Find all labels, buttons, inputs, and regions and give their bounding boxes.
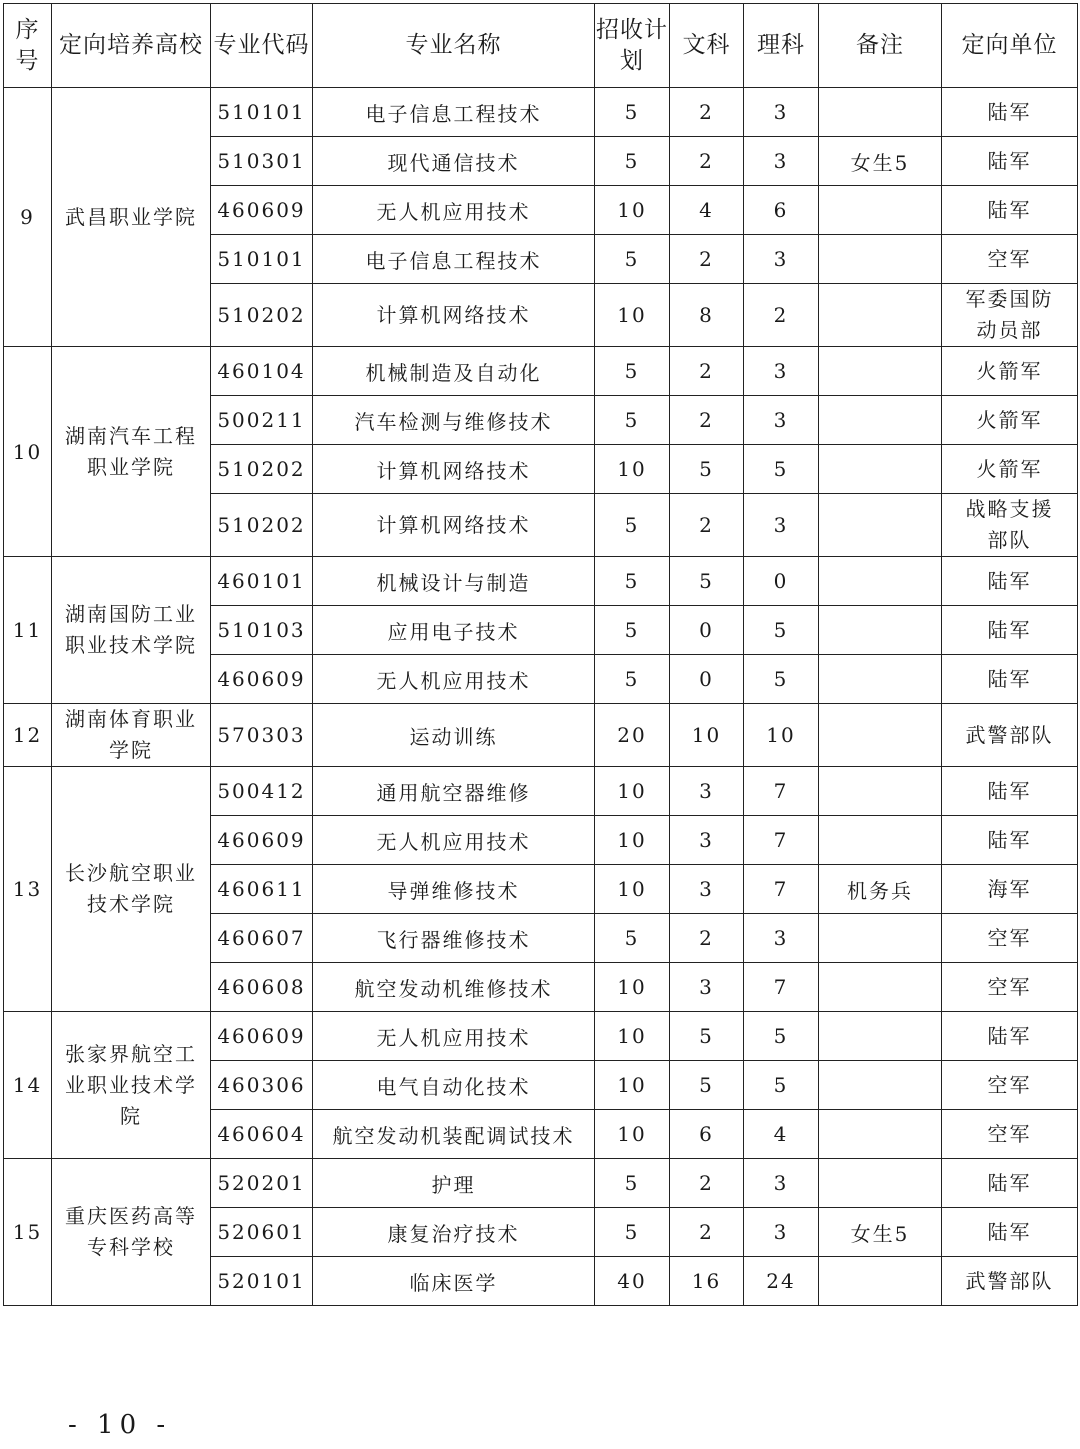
cell-note [819,494,942,557]
cell-code: 460609 [211,186,313,235]
header-note: 备注 [819,4,942,88]
cell-code: 460608 [211,963,313,1012]
row-seq: 9 [4,88,52,347]
cell-unit: 陆军 [942,1159,1078,1208]
cell-plan: 5 [595,396,670,445]
cell-plan: 10 [595,816,670,865]
cell-code: 570303 [211,704,313,767]
row-seq: 10 [4,347,52,557]
cell-plan: 5 [595,347,670,396]
table-row [4,1012,1078,1061]
cell-sci: 5 [744,655,819,704]
page-number: - 10 - [68,1410,172,1440]
cell-note [819,396,942,445]
cell-plan: 5 [595,655,670,704]
cell-plan: 5 [595,88,670,137]
header-arts: 文科 [670,4,744,88]
cell-plan: 5 [595,494,670,557]
cell-sci: 2 [744,284,819,347]
header-code: 专业代码 [211,4,313,88]
row-school: 湖南汽车工程职业学院 [52,347,211,557]
cell-arts: 2 [670,235,744,284]
cell-sci: 3 [744,88,819,137]
cell-note [819,235,942,284]
header-seq: 序号 [4,4,52,88]
cell-sci: 3 [744,347,819,396]
cell-plan: 20 [595,704,670,767]
enrollment-table [3,3,1078,1306]
cell-major: 机械制造及自动化 [313,347,595,396]
cell-note: 女生5 [819,1208,942,1257]
cell-code: 460604 [211,1110,313,1159]
cell-code: 520201 [211,1159,313,1208]
cell-note [819,767,942,816]
cell-code: 460609 [211,655,313,704]
table-row [4,767,1078,816]
row-seq: 14 [4,1012,52,1159]
cell-unit: 武警部队 [942,704,1078,767]
row-school: 湖南体育职业学院 [52,704,211,767]
cell-sci: 7 [744,767,819,816]
cell-plan: 5 [595,606,670,655]
header-unit: 定向单位 [942,4,1078,88]
cell-note [819,1159,942,1208]
cell-plan: 5 [595,557,670,606]
cell-unit: 海军 [942,865,1078,914]
cell-plan: 10 [595,186,670,235]
cell-major: 飞行器维修技术 [313,914,595,963]
cell-plan: 10 [595,1012,670,1061]
cell-unit: 陆军 [942,767,1078,816]
cell-major: 无人机应用技术 [313,816,595,865]
cell-note [819,1110,942,1159]
cell-note [819,88,942,137]
cell-arts: 5 [670,445,744,494]
cell-major: 护理 [313,1159,595,1208]
cell-note [819,347,942,396]
cell-arts: 2 [670,137,744,186]
cell-arts: 3 [670,816,744,865]
cell-major: 汽车检测与维修技术 [313,396,595,445]
cell-code: 510103 [211,606,313,655]
cell-code: 510202 [211,494,313,557]
cell-sci: 3 [744,137,819,186]
cell-major: 临床医学 [313,1257,595,1306]
cell-plan: 5 [595,1208,670,1257]
cell-major: 应用电子技术 [313,606,595,655]
cell-plan: 10 [595,963,670,1012]
cell-note: 女生5 [819,137,942,186]
cell-unit: 陆军 [942,655,1078,704]
cell-unit: 陆军 [942,557,1078,606]
cell-sci: 3 [744,235,819,284]
cell-note: 机务兵 [819,865,942,914]
header-science: 理科 [744,4,819,88]
cell-unit: 火箭军 [942,396,1078,445]
cell-note [819,963,942,1012]
cell-plan: 10 [595,445,670,494]
cell-sci: 5 [744,1061,819,1110]
header-plan: 招收计划 [595,4,670,88]
cell-unit: 火箭军 [942,347,1078,396]
cell-note [819,704,942,767]
cell-major: 计算机网络技术 [313,494,595,557]
cell-unit: 陆军 [942,88,1078,137]
cell-plan: 40 [595,1257,670,1306]
cell-sci: 24 [744,1257,819,1306]
cell-major: 导弹维修技术 [313,865,595,914]
cell-note [819,284,942,347]
cell-major: 无人机应用技术 [313,655,595,704]
cell-note [819,186,942,235]
cell-arts: 2 [670,347,744,396]
cell-unit: 火箭军 [942,445,1078,494]
cell-note [819,445,942,494]
row-seq: 15 [4,1159,52,1306]
cell-note [819,655,942,704]
header-major: 专业名称 [313,4,595,88]
cell-sci: 5 [744,606,819,655]
cell-unit: 空军 [942,914,1078,963]
cell-note [819,1257,942,1306]
cell-arts: 0 [670,606,744,655]
cell-plan: 5 [595,137,670,186]
cell-code: 460611 [211,865,313,914]
cell-sci: 10 [744,704,819,767]
cell-unit: 陆军 [942,816,1078,865]
cell-sci: 0 [744,557,819,606]
cell-major: 电气自动化技术 [313,1061,595,1110]
cell-sci: 3 [744,1208,819,1257]
cell-major: 航空发动机维修技术 [313,963,595,1012]
cell-arts: 4 [670,186,744,235]
cell-major: 现代通信技术 [313,137,595,186]
cell-sci: 4 [744,1110,819,1159]
cell-arts: 8 [670,284,744,347]
row-school: 长沙航空职业技术学院 [52,767,211,1012]
cell-plan: 10 [595,865,670,914]
cell-code: 510301 [211,137,313,186]
cell-arts: 3 [670,865,744,914]
cell-unit: 陆军 [942,606,1078,655]
cell-unit: 空军 [942,963,1078,1012]
cell-arts: 2 [670,88,744,137]
cell-unit: 陆军 [942,137,1078,186]
cell-arts: 6 [670,1110,744,1159]
cell-unit: 空军 [942,1110,1078,1159]
cell-code: 510101 [211,235,313,284]
cell-code: 500412 [211,767,313,816]
cell-unit: 陆军 [942,186,1078,235]
cell-code: 460609 [211,816,313,865]
table-body [4,88,1078,1306]
table-row [4,88,1078,137]
table-row [4,347,1078,396]
row-seq: 11 [4,557,52,704]
header-school: 定向培养高校 [52,4,211,88]
cell-unit: 陆军 [942,1208,1078,1257]
cell-sci: 6 [744,186,819,235]
cell-note [819,914,942,963]
cell-arts: 5 [670,1012,744,1061]
cell-note [819,1061,942,1110]
cell-major: 电子信息工程技术 [313,235,595,284]
row-school: 重庆医药高等专科学校 [52,1159,211,1306]
header-row [4,4,1078,88]
cell-arts: 5 [670,1061,744,1110]
cell-code: 510101 [211,88,313,137]
cell-major: 运动训练 [313,704,595,767]
cell-note [819,557,942,606]
cell-code: 460607 [211,914,313,963]
cell-unit: 战略支援 部队 [942,494,1078,557]
cell-arts: 5 [670,557,744,606]
cell-sci: 3 [744,494,819,557]
cell-arts: 2 [670,914,744,963]
cell-major: 计算机网络技术 [313,284,595,347]
cell-note [819,1012,942,1061]
cell-unit: 空军 [942,1061,1078,1110]
cell-unit: 武警部队 [942,1257,1078,1306]
cell-major: 计算机网络技术 [313,445,595,494]
cell-code: 510202 [211,284,313,347]
cell-arts: 10 [670,704,744,767]
cell-arts: 2 [670,1159,744,1208]
cell-code: 520601 [211,1208,313,1257]
cell-code: 460306 [211,1061,313,1110]
cell-code: 460609 [211,1012,313,1061]
cell-major: 航空发动机装配调试技术 [313,1110,595,1159]
cell-plan: 10 [595,284,670,347]
cell-plan: 5 [595,914,670,963]
cell-sci: 3 [744,396,819,445]
cell-arts: 3 [670,963,744,1012]
cell-major: 无人机应用技术 [313,1012,595,1061]
table-row [4,557,1078,606]
cell-code: 500211 [211,396,313,445]
cell-plan: 10 [595,1110,670,1159]
cell-code: 460101 [211,557,313,606]
cell-code: 460104 [211,347,313,396]
cell-plan: 5 [595,1159,670,1208]
cell-plan: 10 [595,1061,670,1110]
cell-arts: 2 [670,494,744,557]
table-row [4,704,1078,767]
cell-major: 机械设计与制造 [313,557,595,606]
row-school: 武昌职业学院 [52,88,211,347]
cell-arts: 2 [670,396,744,445]
cell-major: 电子信息工程技术 [313,88,595,137]
cell-sci: 3 [744,914,819,963]
cell-plan: 10 [595,767,670,816]
row-school: 湖南国防工业职业技术学院 [52,557,211,704]
row-seq: 12 [4,704,52,767]
cell-sci: 3 [744,1159,819,1208]
cell-unit: 陆军 [942,1012,1078,1061]
cell-arts: 3 [670,767,744,816]
cell-plan: 5 [595,235,670,284]
cell-code: 520101 [211,1257,313,1306]
cell-note [819,816,942,865]
cell-major: 康复治疗技术 [313,1208,595,1257]
cell-sci: 7 [744,816,819,865]
cell-arts: 16 [670,1257,744,1306]
cell-major: 通用航空器维修 [313,767,595,816]
table-row [4,1159,1078,1208]
cell-sci: 7 [744,865,819,914]
cell-unit: 军委国防 动员部 [942,284,1078,347]
row-seq: 13 [4,767,52,1012]
cell-arts: 0 [670,655,744,704]
cell-major: 无人机应用技术 [313,186,595,235]
cell-sci: 7 [744,963,819,1012]
cell-code: 510202 [211,445,313,494]
cell-sci: 5 [744,445,819,494]
cell-sci: 5 [744,1012,819,1061]
cell-arts: 2 [670,1208,744,1257]
row-school: 张家界航空工业职业技术学院 [52,1012,211,1159]
cell-unit: 空军 [942,235,1078,284]
cell-note [819,606,942,655]
